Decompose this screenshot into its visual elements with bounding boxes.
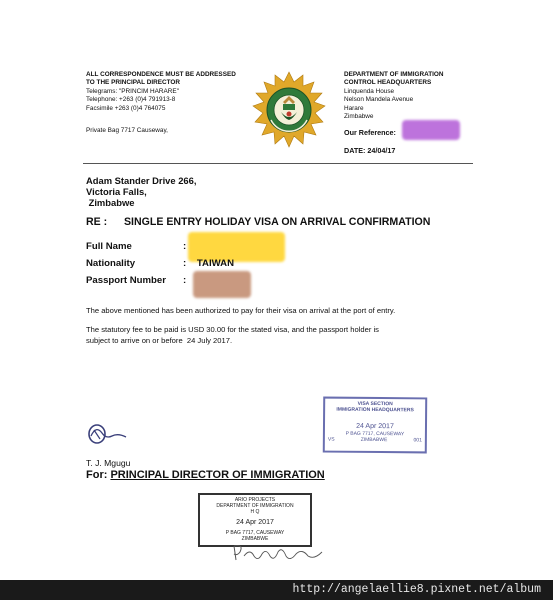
- reference-redaction: [402, 120, 460, 140]
- for-title: PRINCIPAL DIRECTOR OF IMMIGRATION: [110, 469, 325, 481]
- passport-separator: :: [183, 275, 187, 286]
- department-line1: DEPARTMENT OF IMMIGRATION: [344, 71, 444, 78]
- stamp-visa-date: 24 Apr 2017: [356, 422, 394, 431]
- for-title-line: [86, 469, 325, 481]
- signature-mgugu: [86, 421, 132, 447]
- stamp-visa-line1: VISA SECTION: [357, 400, 393, 408]
- watermark-footer: [0, 580, 553, 600]
- body-paragraph-2-line1: The statutory fee to be paid is USD 30.00 for the stated visa, and the passport holder is: [86, 325, 379, 334]
- nationality-row: [86, 258, 234, 269]
- letter-date: DATE: 24/04/17: [344, 146, 396, 155]
- passport-label: Passport Number: [86, 275, 166, 286]
- subject-label: RE :: [86, 216, 108, 228]
- stamp-visa-line2: IMMIGRATION HEADQUARTERS: [336, 406, 414, 414]
- body-paragraph-2-line2: subject to arrive on or before 24 July 2017.: [86, 335, 233, 345]
- subject-text: SINGLE ENTRY HOLIDAY VISA ON ARRIVAL CONFIRMATION: [123, 216, 431, 228]
- for-label: For:: [86, 469, 108, 481]
- nationality-separator: :: [183, 258, 187, 269]
- correspondence-line2: TO THE PRINCIPAL DIRECTOR: [86, 79, 180, 87]
- watermark-url: http://angelaellie8.pixnet.net/album: [292, 583, 541, 596]
- header-left: [86, 71, 256, 113]
- full-name-row: [86, 241, 186, 252]
- stamp-proj-line5: ZIMBABWE: [241, 536, 269, 542]
- address-line2: Nelson Mandela Avenue: [344, 96, 414, 104]
- header-right: [344, 71, 504, 121]
- address-line4: Zimbabwe: [344, 113, 374, 121]
- stamp-visa-line3: P BAG 7717, CAUSEWAY: [345, 430, 405, 438]
- correspondence-line1: ALL CORRESPONDENCE MUST BE ADDRESSED: [86, 71, 236, 78]
- visa-section-stamp: [323, 397, 427, 454]
- address-line3: Harare: [344, 104, 364, 112]
- stamp-proj-line1: ARIO PROJECTS: [234, 497, 276, 503]
- telephone: Telephone: +263 (0)4 791913-8: [86, 96, 176, 104]
- header-divider: [83, 163, 473, 164]
- stamp-visa-number: 001: [413, 437, 422, 444]
- stamp-visa-vs: VS: [327, 436, 335, 443]
- full-name-label: Full Name: [86, 241, 132, 252]
- subject-line: [86, 216, 430, 228]
- stamp-proj-date: 24 Apr 2017: [236, 519, 274, 526]
- our-reference-label: Our Reference:: [344, 128, 396, 137]
- facsimile: Facsimile +263 (0)4 764075: [86, 104, 166, 112]
- nationality-label: Nationality: [86, 258, 136, 269]
- passport-row: [86, 275, 186, 286]
- telegrams: Telegrams: "PRINCIM HARARE": [86, 87, 179, 95]
- body-paragraph-2: [86, 325, 516, 346]
- stamp-visa-bottom: [325, 437, 425, 444]
- stamp-proj-line4: P BAG 7717, CAUSEWAY: [225, 530, 285, 536]
- recipient-address: [86, 175, 196, 208]
- recipient-line2: Victoria Falls,: [86, 186, 147, 197]
- stamp-visa-line4: ZIMBABWE: [360, 436, 388, 444]
- address-line1: Linquenda House: [344, 87, 395, 95]
- passport-redaction: [193, 271, 251, 298]
- ario-projects-stamp: [198, 493, 312, 547]
- recipient-line1: Adam Stander Drive 266,: [86, 175, 197, 186]
- department-line2: CONTROL HEADQUARTERS: [344, 79, 432, 87]
- stamp-proj-line2: DEPARTMENT OF IMMIGRATION: [216, 503, 294, 509]
- nationality-value: TAIWAN: [196, 258, 234, 269]
- body-paragraph-1: The above mentioned has been authorized to pay for their visa on arrival at the port of entry.: [86, 306, 396, 315]
- immigration-crest-logo: [250, 68, 328, 150]
- signature-director: [230, 540, 326, 566]
- recipient-line3: Zimbabwe: [86, 197, 135, 208]
- full-name-separator: :: [183, 241, 187, 252]
- signer-name: T. J. Mgugu: [86, 458, 131, 468]
- private-bag: Private Bag 7717 Causeway,: [86, 127, 168, 134]
- stamp-proj-line3: H Q: [250, 509, 260, 515]
